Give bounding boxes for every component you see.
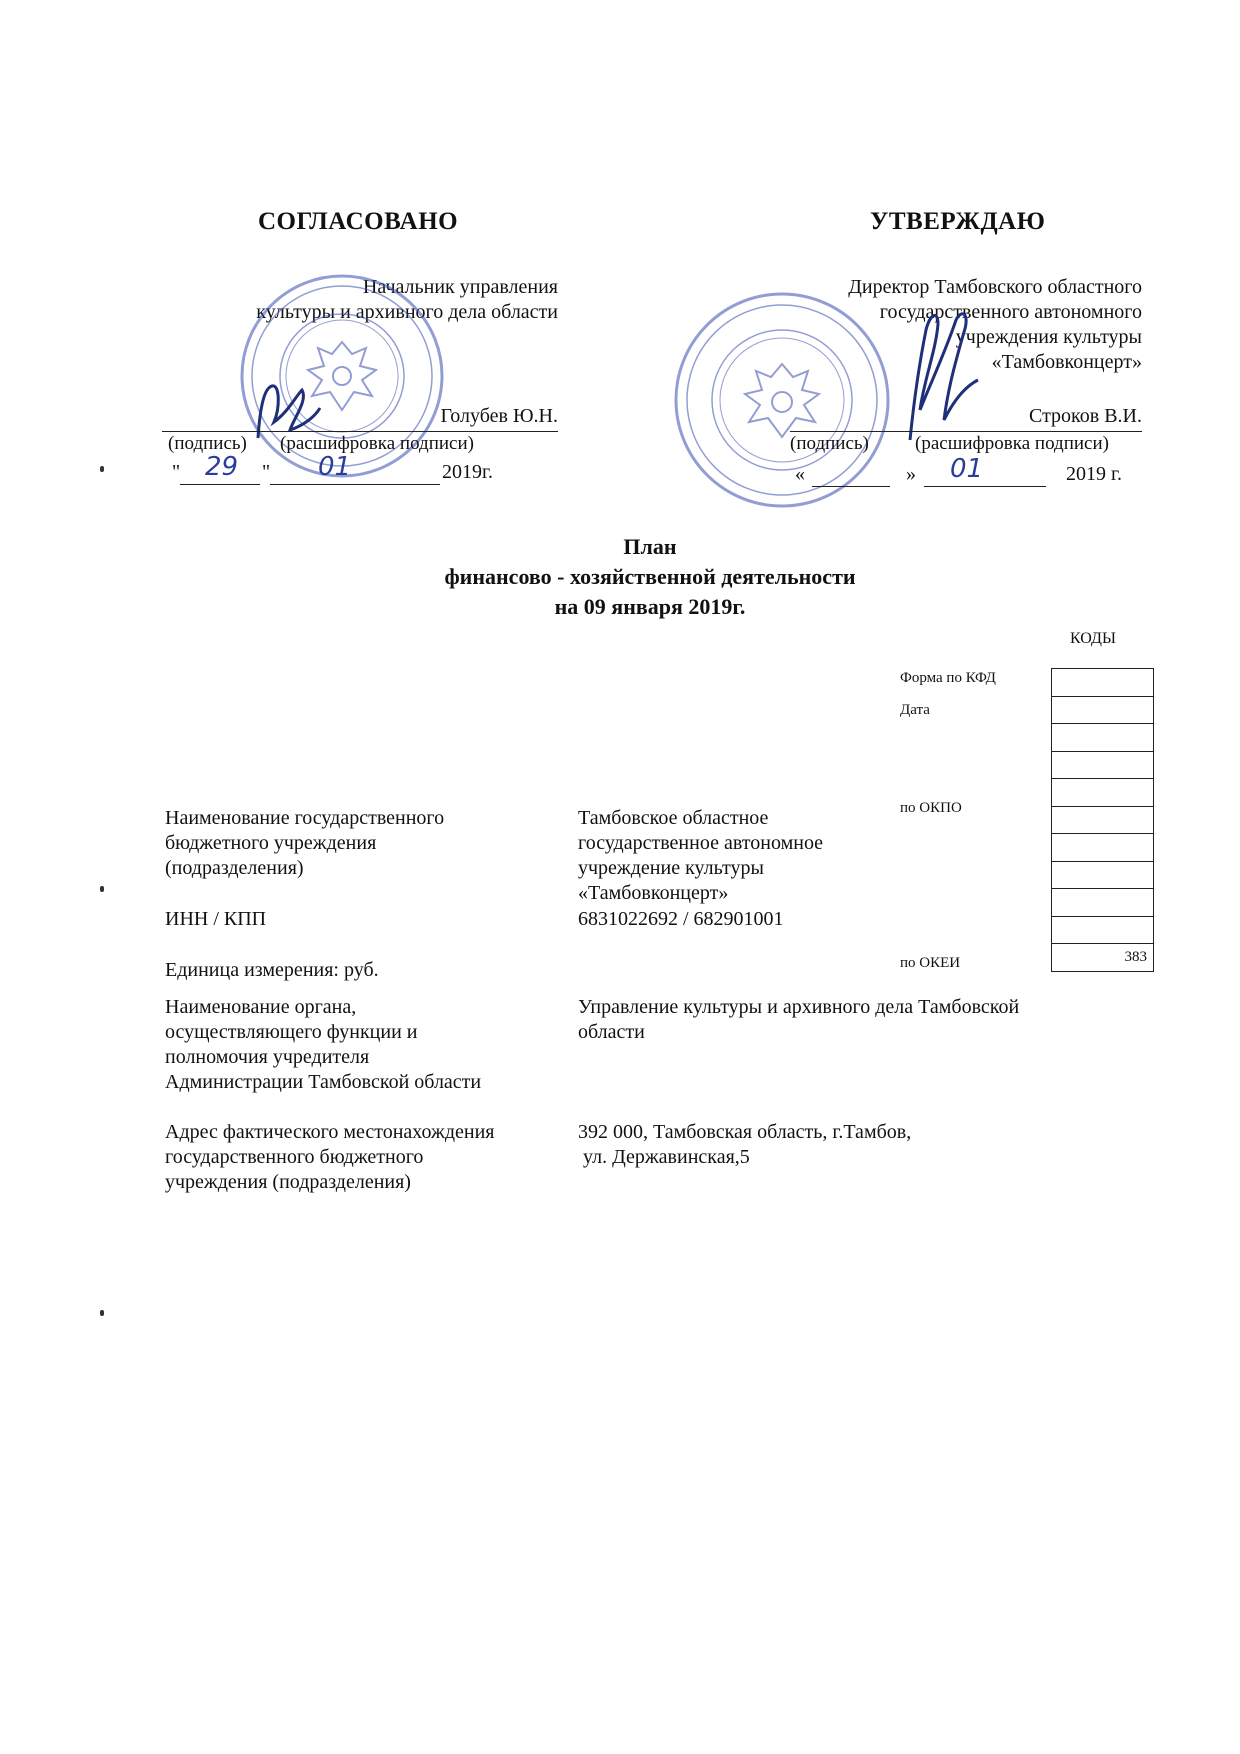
scan-speck: [100, 886, 104, 892]
right-position-line3: учреждения культуры: [955, 326, 1142, 348]
right-position-line4: «Тамбовконцерт»: [991, 351, 1142, 373]
institution-value-4: «Тамбовконцерт»: [578, 882, 729, 904]
codes-okei-label: по ОКЕИ: [900, 955, 961, 971]
address-label-1: Адрес фактического местонахождения: [165, 1121, 495, 1143]
right-decode-caption: (расшифровка подписи): [915, 433, 1109, 454]
left-date-mid-quote: ": [262, 461, 271, 483]
founder-label-2: осуществляющего функции и: [165, 1021, 418, 1043]
left-date-month: 01: [318, 452, 352, 482]
left-date-month-line: [270, 484, 440, 485]
right-date-day-line: [812, 486, 890, 487]
institution-label-1: Наименование государственного: [165, 807, 445, 829]
left-date-year: 2019г.: [442, 461, 493, 483]
inn-label: ИНН / КПП: [165, 908, 267, 930]
scan-speck: [100, 466, 104, 472]
left-date-day: 29: [205, 452, 239, 482]
inn-value: 6831022692 / 682901001: [578, 908, 784, 930]
institution-label-3: (подразделения): [165, 857, 304, 879]
institution-value-3: учреждение культуры: [578, 857, 764, 879]
unit-label: Единица измерения: руб.: [165, 959, 379, 981]
codes-date-label: Дата: [900, 702, 930, 718]
right-signer-name: Строков В.И.: [1029, 405, 1142, 427]
right-position-line2: государственного автономного: [879, 301, 1142, 323]
code-cell-okei: 383: [1052, 944, 1154, 972]
right-position-line1: Директор Тамбовского областного: [848, 276, 1142, 298]
doc-title-line1: План: [623, 534, 677, 559]
codes-table: [1051, 668, 1154, 972]
code-cell-form: [1052, 669, 1154, 697]
right-date-open-quote: «: [795, 463, 805, 485]
left-position-line2: культуры и архивного дела области: [256, 301, 558, 323]
left-date-open-quote: ": [172, 461, 181, 483]
codes-form-label: Форма по КФД: [900, 670, 996, 686]
founder-value-1: Управление культуры и архивного дела Тамбовской: [578, 996, 1020, 1018]
code-cell-empty: [1052, 751, 1154, 779]
code-cell-date: [1052, 696, 1154, 724]
right-date-month: 01: [950, 454, 984, 484]
address-value-2: ул. Державинская,5: [578, 1146, 750, 1168]
codes-header: КОДЫ: [1070, 630, 1116, 647]
founder-label-1: Наименование органа,: [165, 996, 357, 1018]
code-cell-empty: [1052, 861, 1154, 889]
code-cell-empty: [1052, 834, 1154, 862]
institution-value-1: Тамбовское областное: [578, 807, 769, 829]
address-label-3: учреждения (подразделения): [165, 1171, 411, 1193]
left-approval-header: СОГЛАСОВАНО: [258, 208, 459, 235]
left-position-line1: Начальник управления: [362, 276, 558, 298]
scan-speck: [100, 1310, 104, 1316]
founder-label-4: Администрации Тамбовской области: [165, 1071, 482, 1093]
institution-label-2: бюджетного учреждения: [165, 832, 377, 854]
code-cell-empty: [1052, 724, 1154, 752]
left-date-day-line: [180, 484, 260, 485]
right-approval-header: УТВЕРЖДАЮ: [870, 208, 1046, 235]
institution-value-2: государственное автономное: [578, 832, 824, 854]
right-sign-caption: (подпись): [790, 433, 869, 454]
right-date-month-line: [924, 486, 1046, 487]
left-decode-caption: (расшифровка подписи): [280, 433, 474, 454]
address-label-2: государственного бюджетного: [165, 1146, 424, 1168]
code-cell-empty: [1052, 806, 1154, 834]
founder-label-3: полномочия учредителя: [165, 1046, 370, 1068]
doc-title-line3: на 09 января 2019г.: [554, 594, 746, 619]
right-date-close-quote: »: [906, 463, 916, 485]
codes-okpo-label: по ОКПО: [900, 800, 962, 816]
doc-title-line2: финансово - хозяйственной деятельности: [444, 564, 856, 589]
left-signer-name: Голубев Ю.Н.: [440, 405, 558, 427]
code-cell-empty: [1052, 916, 1154, 944]
code-cell-okpo: [1052, 779, 1154, 807]
right-date-year: 2019 г.: [1066, 463, 1122, 485]
left-sign-caption: (подпись): [168, 433, 247, 454]
founder-value-2: области: [578, 1021, 645, 1043]
code-cell-empty: [1052, 889, 1154, 917]
address-value-1: 392 000, Тамбовская область, г.Тамбов,: [578, 1121, 912, 1143]
